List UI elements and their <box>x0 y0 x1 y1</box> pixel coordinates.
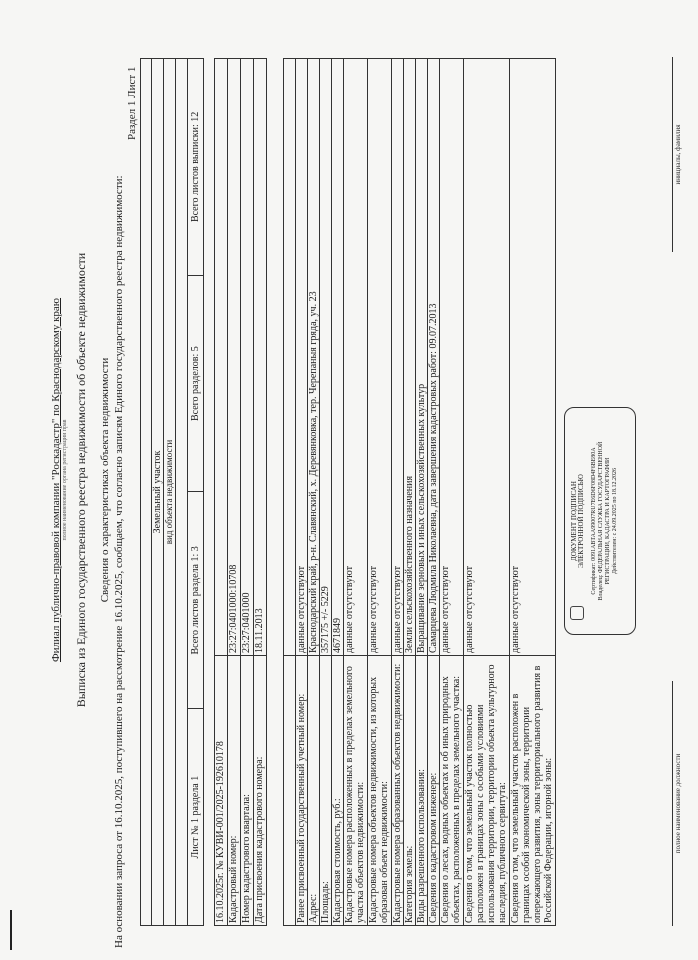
doc-subtitle: Сведения о характеристиках объекта недвижимости <box>99 357 111 603</box>
table-row: Кадастровые номера объектов недвижимости, из которых образован объект недвижимости: <box>368 656 392 926</box>
cadastral-number-value: 23:27:0401000:10708 <box>228 59 241 656</box>
table-row: Самарцева Людмила Николаевна, дата завершения кадастровых работ: 09.07.2013 <box>428 59 440 656</box>
doc-number: 16.10.2025г. № КУВИ-001/2025-192610178 <box>215 656 228 926</box>
org-caption: полное наименование органа регистрации прав <box>62 419 68 541</box>
table-row: Площадь: <box>320 656 332 926</box>
table-row: данные отсутствуют <box>464 59 510 656</box>
stamp-valid: Действителен: с 24.09.2025 по 18.12.2026 <box>612 467 618 575</box>
quarter-number-value: 23:27:0401000 <box>241 59 254 656</box>
table-row: данные отсутствуют <box>440 59 464 656</box>
table-row: Краснодарский край, р-н. Славянский, х. Деревянковка, тер. Черепаныя гряда, уч. 23 <box>308 59 320 656</box>
sheets-in-section: Всего листов раздела 1: 3 <box>188 492 204 709</box>
sections-total: Всего разделов: 5 <box>188 275 204 492</box>
org-name: Филиал публично-правовой компании "Роскадастр" по Краснодарскому краю <box>50 297 62 663</box>
name-caption: инициалы, фамилия <box>674 124 682 185</box>
table-row: данные отсутствуют <box>368 59 392 656</box>
stamp-cert: Сертификат: 0091ABTAA99007RU7E6D6F08D4F6BE80A <box>591 447 597 595</box>
basis-text: На основании запроса от 16.10.2025, поступившего на рассмотрение 16.10.2025, сообщаем, что согласно записям Единого государственного реестра недвижимости: <box>113 175 125 948</box>
assign-date-value: 18.11.2013 <box>254 59 267 656</box>
table-row: 357175 +/- 5229 <box>320 59 332 656</box>
table-row: данные отсутствуют <box>344 59 368 656</box>
summary-table <box>140 58 204 926</box>
table-row: Категория земель: <box>404 656 416 926</box>
details-table <box>283 58 556 926</box>
section-label: Раздел 1 Лист 1 <box>126 66 138 140</box>
stamp-line-2: ЭЛЕКТРОННОЙ ПОДПИСЬЮ <box>577 474 585 568</box>
table-row: Кадастровые номера образованных объектов недвижимости: <box>392 656 404 926</box>
table-row: Адрес: <box>308 656 320 926</box>
sheet-number: Лист № 1 раздела 1 <box>188 709 204 926</box>
table-row: данные отсутствуют <box>392 59 404 656</box>
table-row: Земли сельскохозяйственного назначения <box>404 59 416 656</box>
e-signature-stamp <box>564 407 636 635</box>
table-row: Сведения о кадастровом инженере: <box>428 656 440 926</box>
main-table <box>214 58 267 926</box>
table-row: данные отсутствуют <box>296 59 308 656</box>
sheets-total: Всего листов выписки: 12 <box>188 59 204 276</box>
stamp-line-1: ДОКУМЕНТ ПОДПИСАН <box>570 481 578 561</box>
object-type: Земельный участок <box>152 59 164 926</box>
table-row: Кадастровые номера расположенных в пределах земельного участка объектов недвижимости: <box>344 656 368 926</box>
position-caption: полное наименование должности <box>674 753 682 854</box>
table-row: Кадастровая стоимость, руб.: <box>332 656 344 926</box>
table-row: Сведения о лесах, водных объектах и об иных природных объектах, расположенных в пределах земельного участка: <box>440 656 464 926</box>
emblem-icon <box>570 606 584 620</box>
quarter-number-label: Номер кадастрового квартала: <box>241 656 254 926</box>
stamp-owner-2: РЕГИСТРАЦИИ, КАДАСТРА И КАРТОГРАФИИ <box>605 457 611 585</box>
stamp-owner: Владелец: ФЕДЕРАЛЬНАЯ СЛУЖБА ГОСУДАРСТВЕННОЙ <box>598 441 604 601</box>
table-row: Сведения о том, что земельный участок расположен в границах особой экономической зоны, территории опережающего развития, зоны территориального развития в Российской Федерации, игорной зоны: <box>510 656 556 926</box>
table-row: Сведения о том, что земельный участок полностью расположен в границах зоны с особыми условиями использования территории, территории объекта культурного наследия, публичного сервитута: <box>464 656 510 926</box>
table-row: Виды разрешенного использования: <box>416 656 428 926</box>
scan-artifact <box>10 910 12 950</box>
table-row: Выращивание зерновых и иных сельскохозяйственных культур <box>416 59 428 656</box>
cadastral-number-label: Кадастровый номер: <box>228 656 241 926</box>
table-row: данные отсутствуют <box>510 59 556 656</box>
doc-title: Выписка из Единого государственного реестра недвижимости об объекте недвижимости <box>74 252 88 708</box>
object-type-caption: вид объекта недвижимости <box>164 59 176 926</box>
table-row: 4671849 <box>332 59 344 656</box>
table-row: Ранее присвоенный государственный учетный номер: <box>296 656 308 926</box>
assign-date-label: Дата присвоения кадастрового номера: <box>254 656 267 926</box>
